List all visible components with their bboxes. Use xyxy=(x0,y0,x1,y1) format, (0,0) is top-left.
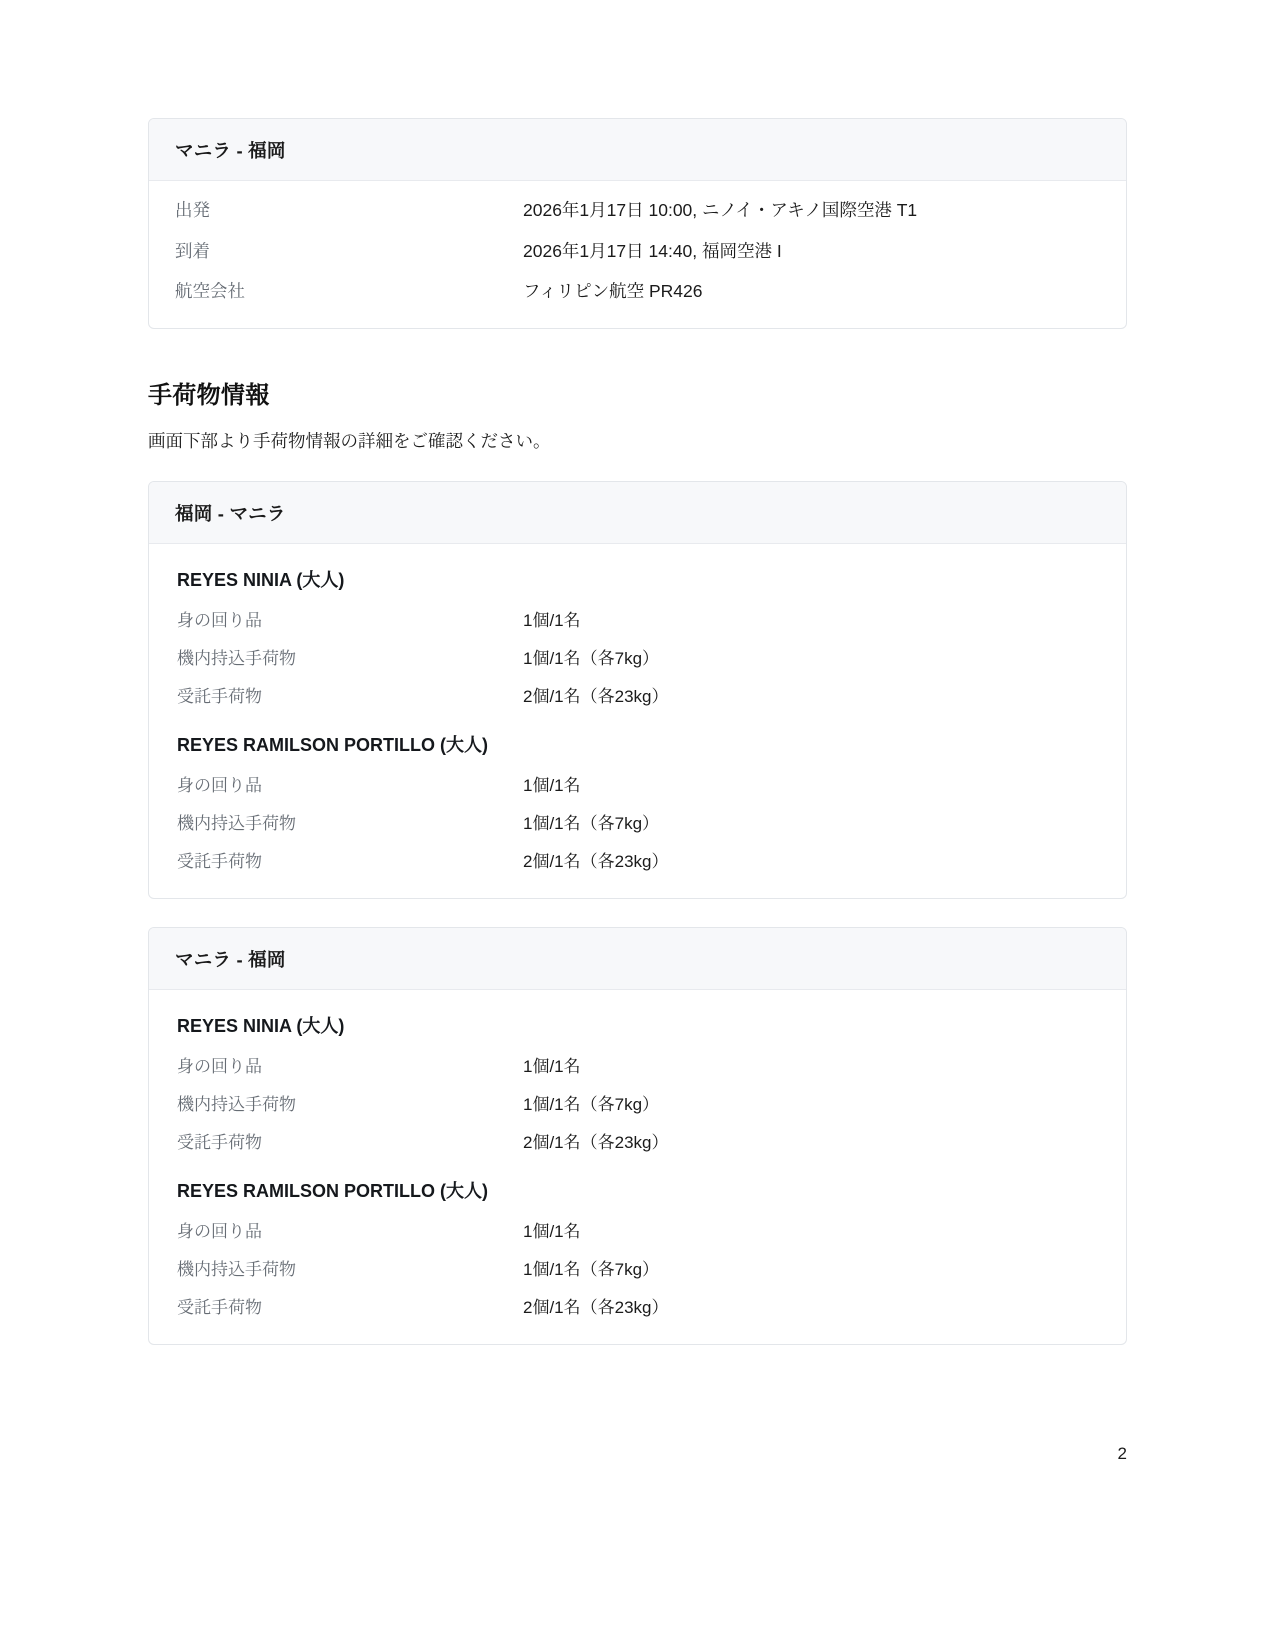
passenger-name: REYES RAMILSON PORTILLO (大人) xyxy=(177,734,489,755)
baggage-section-description: 画面下部より手荷物情報の詳細をご確認ください。 xyxy=(148,430,551,451)
passenger-block xyxy=(175,1012,1100,1153)
baggage-row-value: 1個/1名（各7kg） xyxy=(523,1259,660,1279)
baggage-row-value: 1個/1名 xyxy=(523,1056,581,1076)
baggage-row-value: 1個/1名 xyxy=(523,610,581,630)
itinerary-row-label: 出発 xyxy=(175,200,210,220)
baggage-row-label: 受託手荷物 xyxy=(177,851,262,871)
baggage-row xyxy=(175,1217,1100,1242)
baggage-row-label: 身の回り品 xyxy=(177,1221,262,1241)
itinerary-row-value: 2026年1月17日 14:40, 福岡空港 I xyxy=(523,240,782,261)
baggage-row xyxy=(175,1052,1100,1077)
baggage-row xyxy=(175,1255,1100,1280)
itinerary-row-value: フィリピン航空 PR426 xyxy=(523,281,703,302)
itinerary-row xyxy=(175,199,1100,223)
baggage-route-title: マニラ - 福岡 xyxy=(149,928,1126,990)
baggage-row xyxy=(175,1090,1100,1115)
baggage-row-label: 身の回り品 xyxy=(177,610,262,630)
baggage-row-value: 1個/1名 xyxy=(523,1221,581,1241)
baggage-row-value: 2個/1名（各23kg） xyxy=(523,686,669,706)
baggage-row-label: 身の回り品 xyxy=(177,1056,262,1076)
baggage-row-value: 2個/1名（各23kg） xyxy=(523,851,669,871)
baggage-row-label: 受託手荷物 xyxy=(177,686,262,706)
baggage-row-label: 受託手荷物 xyxy=(177,1297,262,1317)
passenger-name: REYES NINIA (大人) xyxy=(177,569,345,590)
baggage-row xyxy=(175,1293,1100,1318)
baggage-section-title: 手荷物情報 xyxy=(148,381,270,409)
baggage-row-label: 受託手荷物 xyxy=(177,1132,262,1152)
baggage-row xyxy=(175,644,1100,669)
baggage-card-body xyxy=(149,544,1126,898)
baggage-row-label: 身の回り品 xyxy=(177,775,262,795)
passenger-block xyxy=(175,566,1100,707)
baggage-row-value: 1個/1名 xyxy=(523,775,581,795)
baggage-card-body xyxy=(149,990,1126,1344)
itinerary-row-label: 航空会社 xyxy=(175,281,245,302)
baggage-row xyxy=(175,847,1100,872)
baggage-route-title: 福岡 - マニラ xyxy=(149,482,1126,544)
passenger-name: REYES NINIA (大人) xyxy=(177,1015,345,1036)
baggage-row xyxy=(175,771,1100,796)
itinerary-route-title: マニラ - 福岡 xyxy=(149,119,1126,181)
baggage-row xyxy=(175,606,1100,631)
baggage-row-label: 機内持込手荷物 xyxy=(177,1094,296,1114)
baggage-row xyxy=(175,1128,1100,1153)
baggage-row-value: 1個/1名（各7kg） xyxy=(523,648,660,668)
baggage-row-label: 機内持込手荷物 xyxy=(177,1259,296,1279)
passenger-name: REYES RAMILSON PORTILLO (大人) xyxy=(177,1180,489,1201)
baggage-row-value: 1個/1名（各7kg） xyxy=(523,1094,660,1114)
baggage-row xyxy=(175,809,1100,834)
baggage-row-value: 2個/1名（各23kg） xyxy=(523,1297,669,1317)
page-number: 2 xyxy=(1117,1444,1127,1463)
itinerary-card xyxy=(148,118,1127,329)
itinerary-row-label: 到着 xyxy=(175,240,210,261)
passenger-block xyxy=(175,1177,1100,1318)
baggage-row-label: 機内持込手荷物 xyxy=(177,648,296,668)
passenger-block xyxy=(175,731,1100,872)
baggage-row xyxy=(175,682,1100,707)
itinerary-row-value: 2026年1月17日 10:00, ニノイ・アキノ国際空港 T1 xyxy=(523,200,918,220)
itinerary-details xyxy=(149,181,1126,328)
baggage-card xyxy=(148,481,1127,899)
itinerary-row xyxy=(175,240,1100,264)
itinerary-row xyxy=(175,280,1100,304)
baggage-row-value: 2個/1名（各23kg） xyxy=(523,1132,669,1152)
baggage-row-label: 機内持込手荷物 xyxy=(177,813,296,833)
baggage-row-value: 1個/1名（各7kg） xyxy=(523,813,660,833)
baggage-card xyxy=(148,927,1127,1345)
